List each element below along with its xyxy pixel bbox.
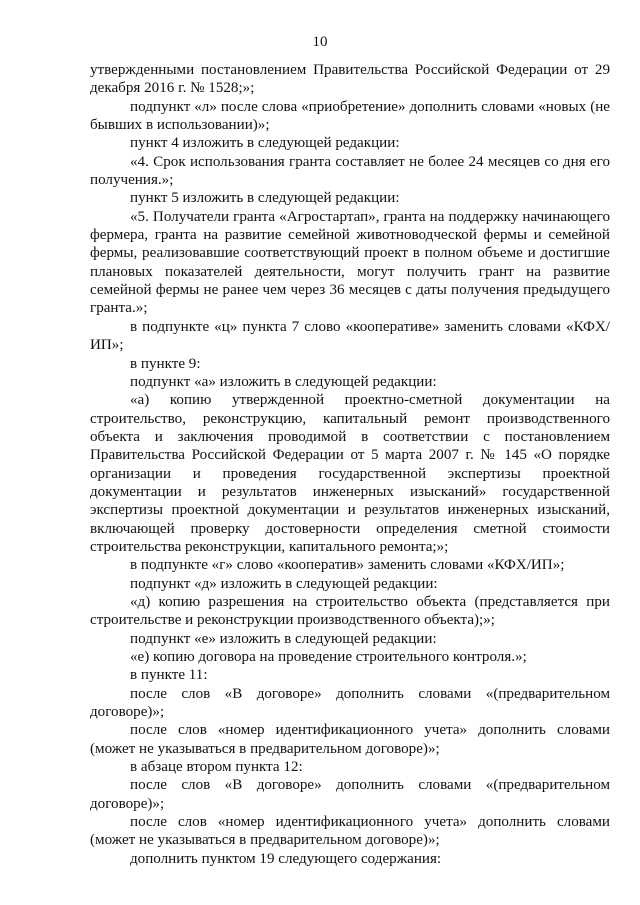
paragraph-22: дополнить пунктом 19 следующего содержания:	[130, 850, 442, 867]
paragraph-9: подпункт «а» изложить в следующей редакции:	[130, 373, 437, 390]
paragraph-14: подпункт «е» изложить в следующей редакции:	[130, 630, 437, 647]
paragraph-19: в абзаце втором пункта 12:	[130, 759, 303, 776]
paragraph-21: после слов «номер идентификационного учета» дополнить словами (может не указываться в предварительном договоре)»;	[90, 814, 610, 849]
paragraph-18: после слов «номер идентификационного учета» дополнить словами (может не указываться в предварительном договоре)»;	[90, 722, 610, 757]
paragraph-2: подпункт «л» после слова «приобретение» дополнить словами «новых (не бывших в использовании)»;	[90, 98, 610, 134]
paragraph-11: в подпункте «г» слово «кооператив» заменить словами «КФХ/ИП»;	[130, 557, 565, 574]
page-number: 10	[312, 34, 328, 50]
paragraph-8: в пункте 9:	[130, 355, 201, 372]
paragraph-7: в подпункте «ц» пункта 7 слово «кооперативе» заменить словами «КФХ/ИП»;	[90, 318, 610, 354]
paragraph-6: «5. Получатели гранта «Агростартап», гранта на поддержку начинающего фермера, гранта на развитие семейной животноводческой фермы и семейной фермы, реализовавшие соответствующий проект в полном объеме и достигшие плановых показателей деятельности, могут получить грант на развитие семейной фермы не ранее чем через 36 месяцев с даты получения предыдущего гранта.»;	[90, 208, 610, 317]
paragraph-13: «д) копию разрешения на строительство объекта (представляется при строительстве и реконструкции производственного объекта);»;	[90, 593, 610, 629]
paragraph-16: в пункте 11:	[130, 667, 208, 684]
paragraph-4: «4. Срок использования гранта составляет не более 24 месяцев со дня его получения.»;	[90, 153, 610, 189]
paragraph-17: после слов «В договоре» дополнить словами «(предварительном договоре)»;	[90, 685, 610, 721]
paragraph-15: «е) копию договора на проведение строительного контроля.»;	[130, 649, 527, 665]
paragraph-3: пункт 4 изложить в следующей редакции:	[130, 135, 400, 152]
paragraph-5: пункт 5 изложить в следующей редакции:	[130, 190, 400, 207]
document-body	[90, 61, 610, 868]
paragraph-12: подпункт «д» изложить в следующей редакции:	[130, 575, 438, 592]
paragraph-10: «а) копию утвержденной проектно-сметной документации на строительство, реконструкцию, капитальный ремонт производственного объекта и заключения проводимой в соответствии с постановлением Правительства Российской Федерации от 5 марта 2007 г. № 145 «О порядке организации и проведения государственной экспертизы проектной документации и результатов инженерных изысканий» государственной экспертизы проектной документации и результатов инженерных изысканий, включающей проверку достоверности определения сметной стоимости строительства реконструкции, капитального ремонта;»;	[90, 392, 610, 555]
paragraph-20: после слов «В договоре» дополнить словами «(предварительном договоре)»;	[90, 777, 610, 812]
paragraph-1: утвержденными постановлением Правительства Российской Федерации от 29 декабря 2016 г. № 1528;»;	[90, 62, 610, 97]
